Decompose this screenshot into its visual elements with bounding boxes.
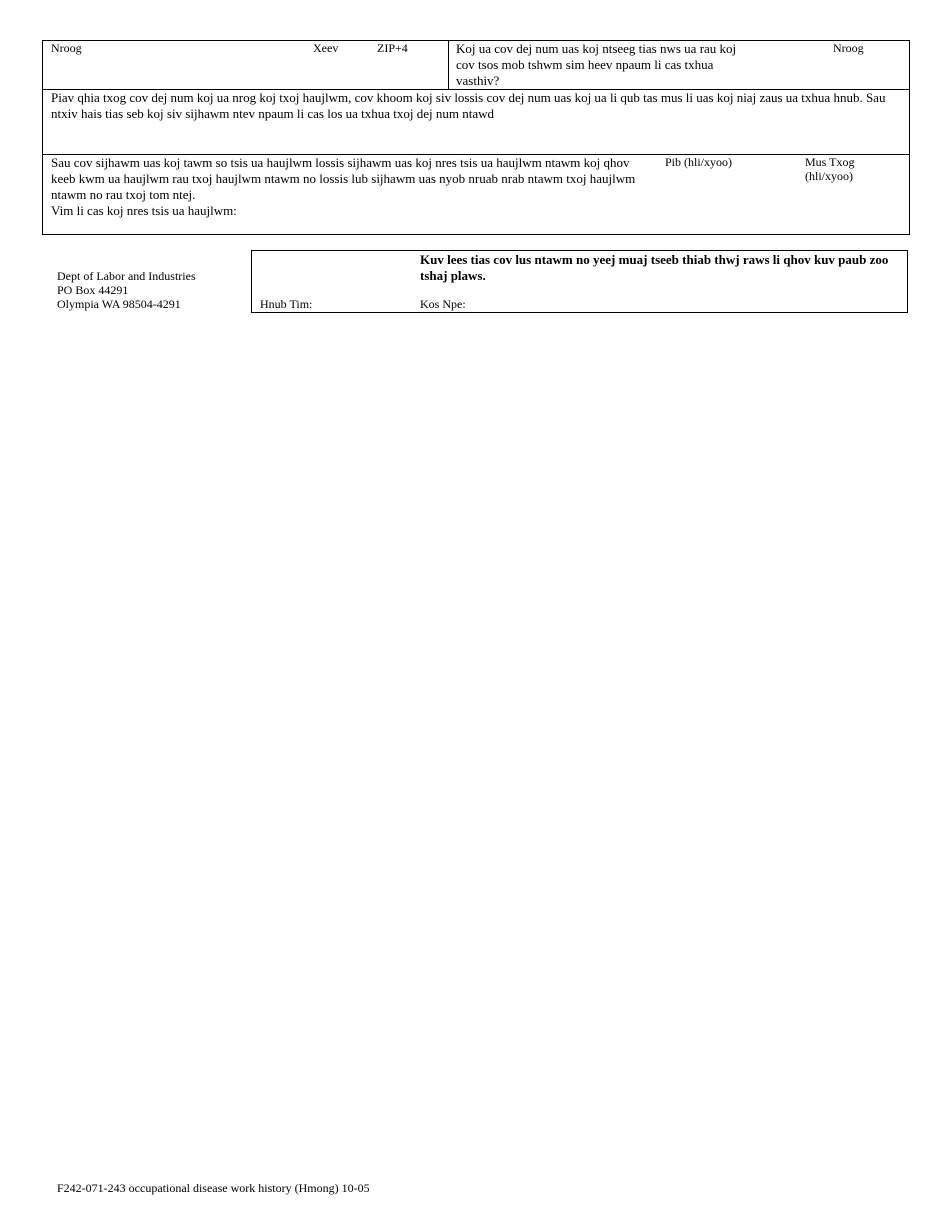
start-date-label: Pib (hli/xyoo) (665, 155, 733, 169)
reason-label: Vim li cas koj nres tsis ua haujlwm: (51, 203, 237, 218)
mailing-address (57, 269, 196, 311)
signature-label: Kos Npe: (420, 297, 466, 311)
gap-instructions: Sau cov sijhawm uas koj tawm so tsis ua haujlwm lossis sijhawm uas koj nres tsis ua haujlwm ntawm koj qhov keeb kwm ua haujlwm rau txoj haujlwm ntawm no lossis lub sijhawm uas nyob nruab nrab ntawm txoj haujlwm ntawm no rau txoj tom ntej. (51, 155, 636, 202)
city-label: Nroog (51, 41, 82, 55)
signature-box (251, 250, 908, 313)
work-history-form (42, 40, 910, 235)
state-label: Xeev (313, 41, 339, 55)
end-date-label: Mus Txog (hli/xyoo) (805, 155, 855, 183)
address-line-3: Olympia WA 98504-4291 (57, 297, 181, 311)
address-line-1: Dept of Labor and Industries (57, 269, 196, 283)
row1-divider (448, 41, 449, 89)
address-line-2: PO Box 44291 (57, 283, 129, 297)
city-label-2: Nroog (833, 41, 864, 55)
hours-question: Koj ua cov dej num uas koj ntseeg tias nws ua rau koj cov tsos mob tshwm sim heev npaum li cas txhua vasthiv? (456, 41, 737, 88)
zip-label: ZIP+4 (377, 41, 408, 55)
date-label: Hnub Tim: (260, 297, 313, 311)
duties-instructions: Piav qhia txog cov dej num koj ua nrog koj txoj haujlwm, cov khoom koj siv lossis cov dej num uas koj ua li qub tas mus li uas koj niaj zaus ua txhua hnub. Sau ntxiv hais tias seb koj siv sijhawm ntev npaum li cas los ua txhua txoj dej num ntawd (51, 90, 886, 121)
certification-statement: Kuv lees tias cov lus ntawm no yeej muaj tseeb thiab thwj raws li qhov kuv paub zoo tshaj plaws. (420, 252, 889, 283)
form-id: F242-071-243 occupational disease work history (Hmong) 10-05 (57, 1181, 370, 1195)
